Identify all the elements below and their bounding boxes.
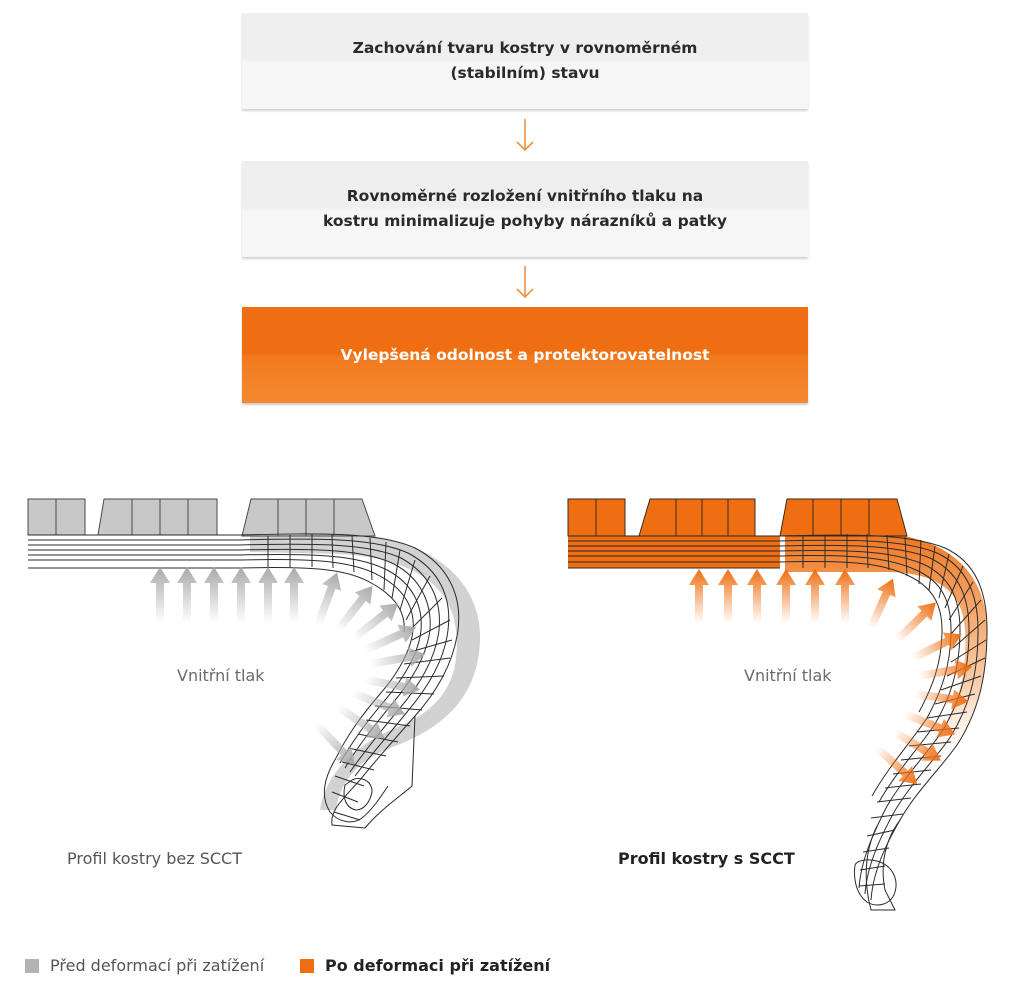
flow-step-pressure-distribution [242,161,808,257]
pressure-arrow-icon [204,567,224,623]
pressure-arrow-icon [890,595,943,647]
pressure-arrow-icon [150,567,170,623]
pressure-arrow-icon [258,567,278,623]
legend-item-after [300,956,550,975]
legend-label-after: Po deformaci při zatížení [325,956,551,975]
tread-blocks [28,499,375,536]
legend-label-before: Před deformací při zatížení [50,956,265,975]
legend-swatch-grey [25,959,39,973]
down-arrow-icon [512,264,538,300]
pressure-arrow-icon [776,569,796,623]
tread-blocks [568,499,907,536]
pressure-arrow-icon [689,569,709,623]
pressure-arrow-icon [862,575,902,632]
pressure-arrow-icon [177,567,197,623]
pressure-arrow-icon [309,569,347,628]
flow-step-shape-retention [242,13,808,109]
pressure-arrow-icon [309,717,362,771]
pressure-arrow-icon [284,567,304,623]
caption-without-scct: Profil kostry bez SCCT [67,849,242,868]
pressure-label-right: Vnitřní tlak [744,666,832,685]
down-arrow-icon [512,117,538,153]
flow-step-3-text: Vylepšená odolnost a protektorovatelnost [340,345,710,364]
pressure-arrow-icon [835,569,855,623]
caption-with-scct: Profil kostry s SCCT [618,849,795,868]
legend-swatch-orange [300,959,314,973]
pressure-arrow-icon [231,567,251,623]
flow-step-2-line-2: kostru minimalizuje pohyby nárazníků a patky [323,212,727,230]
pressure-arrow-icon [718,569,738,623]
pressure-arrow-icon [805,569,825,623]
legend-item-before [25,956,264,975]
tire-profile-without-scct [20,480,490,840]
flow-step-result [242,307,808,403]
flow-step-1-line-2: (stabilním) stavu [450,64,600,82]
pressure-label-left: Vnitřní tlak [177,666,265,685]
flow-step-1-line-1: Zachování tvaru kostry v rovnoměrném [352,39,698,57]
pressure-arrow-icon [747,569,767,623]
flow-step-2-line-1: Rovnoměrné rozložení vnitřního tlaku na [346,187,704,205]
